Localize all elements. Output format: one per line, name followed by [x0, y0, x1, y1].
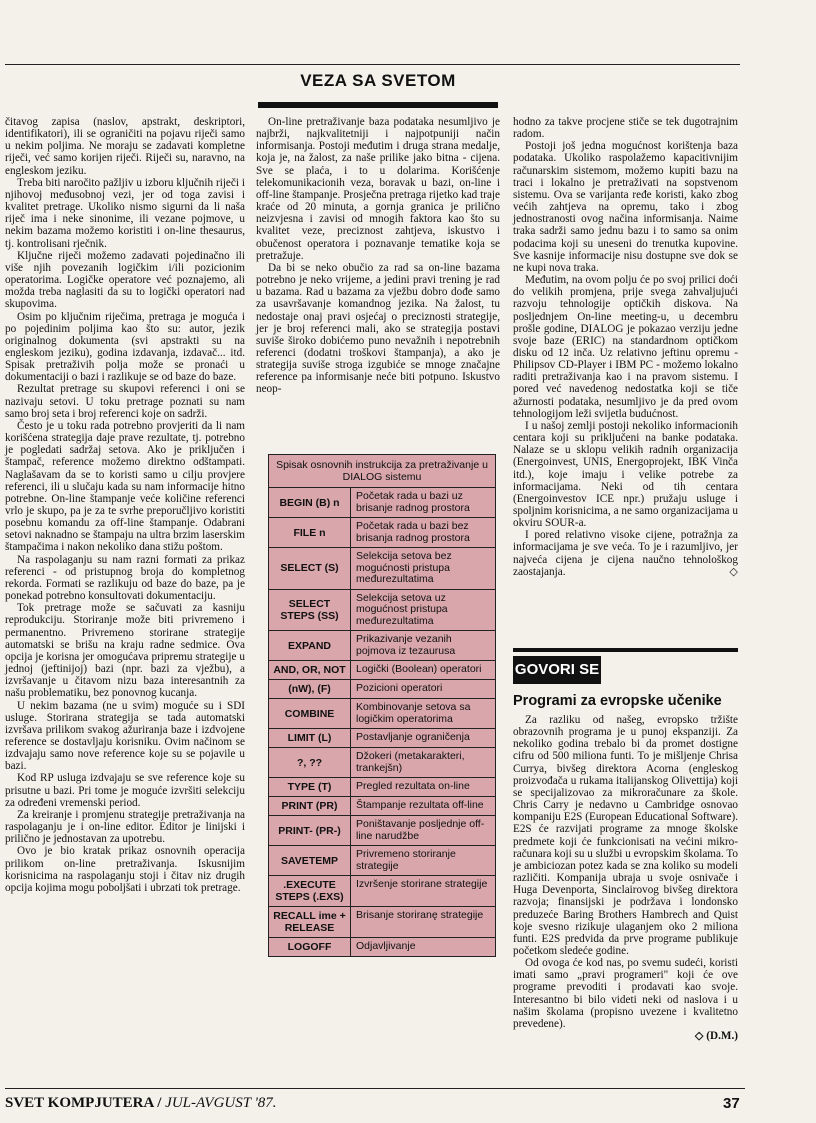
table-row	[269, 876, 495, 907]
column-2	[256, 116, 500, 396]
column-3	[513, 116, 738, 578]
description-cell: Selekcija setova uz mogućnost pristupa međurezultatima	[356, 591, 448, 627]
table-row	[269, 846, 495, 876]
signature: ◇ (D.M.)	[694, 1030, 738, 1043]
paragraph: Osim po ključnim riječima, pretraga je moguća i po pojedinim poljima kao što su: autor, jezik originalnog dokumenta (svi apstrakti su na engleskom jeziku), godina izdavanja, izdavač... itd. Spisak pretraživih polja može se pronaći u dokumentaciji o bazi i razlikuje se od baze do baze.	[5, 310, 245, 384]
column-1	[5, 116, 245, 894]
section-header	[258, 66, 498, 108]
description-cell: Privremeno storiranje strategije	[356, 848, 456, 872]
command-cell: PRINT- (PR-)	[269, 816, 351, 845]
description-cell: Prikazivanje vezanih pojmova iz tezaurusa	[356, 633, 456, 657]
paragraph: I u našoj zemlji postoji nekoliko informacionih centara koji su priključeni na banke podataka. Nalaze se u sklopu velikih radnih organizacija (Energoinvest, UNIS, Energoprojekt, IBK Vinča itd.), koje imaju i velike potrebe za informacijama. Neki od tih centara (Energoinvestov ICE npr.) pružaju usluge i spoljnim korisnicima, a ne samo organizacijama u okviru SOUR-a.	[513, 419, 738, 530]
description-cell: Pregled rezultata on-line	[356, 780, 470, 792]
table-row	[269, 729, 495, 748]
paragraph: Za kreiranje i promjenu strategije pretraživanja na raspolaganju je i on-line editor. Editor je linijski i prilično je jednostavan za upotrebu.	[5, 808, 245, 846]
magazine-name: SVET KOMPJUTERA /	[5, 1095, 162, 1111]
description-cell: Poništavanje posljednje off-line narudžbe	[356, 818, 485, 842]
command-cell: FILE n	[269, 518, 351, 547]
article-body	[513, 714, 738, 1042]
command-cell: TYPE (T)	[269, 778, 351, 796]
paragraph: Od ovoga će kod nas, po svemu sudeći, koristi imati samo „pravi programeri" koji će ove programe prevoditi i prodavati kao svoje. Interesantno bi bilo videti neki od naslova i u našim školama (propisno uvezene i kvalitetno prevedene).	[513, 957, 738, 1030]
description-cell: Pozicioni operatori	[356, 682, 443, 694]
end-mark: ◇	[729, 565, 738, 578]
table-row	[269, 907, 495, 938]
description-cell: Selekcija setova bez mogućnosti pristupa međurezultatima	[356, 550, 452, 585]
paragraph: hodno za takve procjene stiče se tek dugotrajnim radom.	[513, 116, 738, 141]
paragraph: Tok pretrage može se sačuvati za kasniju reprodukciju. Storiranje može biti privremeno i permanentno. Privremeno storirane strategije automatski se brišu na kraju radne sedmice. Ova opcija je korisna jer omogućava pripremu strategije u jednoj (jeftinijoj) bazi (npr. bazi za vježbu), a izvršavanje u čitavom nizu baza interesantnih za našu problematiku, bez ponovnog kucanja.	[5, 602, 245, 700]
paragraph: Da bi se neko obučio za rad sa on-line bazama potrebno je neko vrijeme, a jedini pravi trening je rad u bazama. Rad u bazama za vježbu dobro dođe samo za usavršavanje komandnog jezika. Na žalost, tu nedostaje onaj pravi osjećaj o preciznosti strategije, jer je broj referenci mali, ako se strategija postavi suviše široko dobićemo puno nevažnih i nepotrebnih referenci (dodatni troškovi štampanja), a ako je strategija suviše stroga izgubiće se mnoge značajne reference pa informisanje neće biti potpuno. Iskustvo neop-	[256, 261, 500, 396]
page-number: 37	[723, 1095, 740, 1112]
govori-se-label: GOVORI SE	[513, 656, 601, 684]
article-title: Programi za evropske učenike	[513, 693, 722, 709]
table-row	[269, 661, 495, 680]
command-cell: ?, ??	[269, 748, 351, 777]
table-body	[269, 488, 495, 956]
paragraph	[513, 529, 738, 578]
command-cell: EXPAND	[269, 631, 351, 660]
table-title: Spisak osnovnih instrukcija za pretraživanje u DIALOG sistemu	[269, 455, 495, 488]
paragraph: U nekim bazama (ne u svim) moguće su i SDI usluge. Storirana strategija se tada automatski izvršava prilikom svakog ažuriranja baze i izdvojene reference se dostavljaju korisniku. Ovim načinom se izdvajaju samo nove reference koje su se pojavile u bazi.	[5, 699, 245, 773]
paragraph: Rezultat pretrage su skupovi referenci i oni se nazivaju setovi. U toku pretrage poznati su nam samo broj seta i broj referenci koje on sadrži.	[5, 383, 245, 420]
table-row	[269, 778, 495, 797]
section-title: VEZA SA SVETOM	[300, 71, 456, 90]
table-row	[269, 816, 495, 846]
paragraph: On-line pretraživanje baza podataka nesumljivo je najbrži, najkvalitetniji i najpotpuniji način informisanja. Postoji međutim i druga strana medalje, koja je, na žalost, za naše prilike jako bitna - cijena. Sve se plaća, i to u dolarima. Korišćenje telekomunikacionih veza, boravak u bazi, on-line i off-line štampanje. Prosječna pretraga rijetko kad traje kraće od 20 minuta, a gornja granica je prilično neizvjesna i zavisi od mnogih faktora kao što su kvalitet veze, preciznost zahtjeva, iskustvo i obučenost operatora i poznavanje tematike koja se pretražuje.	[256, 116, 500, 262]
description-cell: Odjavljivanje	[356, 940, 416, 952]
description-cell: Brisanje storiranę strategije	[356, 909, 484, 921]
command-cell: PRINT (PR)	[269, 797, 351, 815]
table-row	[269, 518, 495, 548]
table-row	[269, 748, 495, 778]
description-cell: Postavljanje ograničenja	[356, 731, 470, 743]
paragraph: Ovo je bio kratak prikaz osnovnih operacija prilikom on-line pretraživanja. Iskusnijim korisnicima na raspolaganju stoji i čitav niz drugih opcija kojima mogu poboljšati i ubrzati tok pretrage.	[5, 845, 245, 894]
description-cell: Džokeri (metakarakteri, trankejšn)	[356, 750, 465, 774]
description-cell: Početak rada u bazi bez brisanja radnog prostora	[356, 520, 470, 544]
top-rule	[5, 64, 740, 65]
table-row	[269, 699, 495, 729]
footer-rule	[5, 1088, 745, 1089]
table-row	[269, 488, 495, 518]
description-cell: Izvršenje storirane strategije	[356, 878, 488, 890]
footer	[5, 1095, 277, 1112]
table-row	[269, 631, 495, 661]
command-cell: AND, OR, NOT	[269, 661, 351, 679]
description-cell: Početak rada u bazi uz brisanje radnog prostora	[356, 490, 470, 514]
command-cell: (nW), (F)	[269, 680, 351, 698]
paragraph: Ključne riječi možemo zadavati pojedinačno ili više njih povezanih logičkim i/ili pozicionim operatorima. Logičke operatore već poznajemo, ali možda treba naglasiti da su to logički operatori nad skupovima.	[5, 249, 245, 311]
command-cell: SELECT STEPS (SS)	[269, 590, 351, 631]
paragraph: Treba biti naročito pažljiv u izboru ključnih riječi i njihovoj međusobnoj vezi, jer od toga zavisi i kvalitet pretrage. Ukoliko nismo sigurni da li naša riječ ima i neke sinonime, ili vezane pojmove, u nekim bazama možemo koristiti i on-line thesaurus, tj. kontrolisani rječnik.	[5, 176, 245, 250]
paragraph: Kod RP usluga izdvajaju se sve reference koje su prisutne u bazi. Pri tome je moguće izvršiti selekciju za određeni vremenski period.	[5, 772, 245, 809]
paragraph: Često je u toku rada potrebno provjeriti da li nam korišćena strategija daje prave rezultate, tj. potrebno je pogledati sadržaj setova. Ako je priključen i štampač, reference možemo direktno odštampati. Naglašavam da se to koristi samo u cilju provjere referenci, ili u slučaju kada su nam informacije hitno potrebne. On-line štampanje veće količine referenci vrlo je skupo, pa je za te svrhe preporučljivo koristiti posebnu komandu za off-line štampanje. Odabrani setovi naknadno se štampaju na ultra brzim laserskim štampačima i nakon nekoliko dana stižu poštom.	[5, 419, 245, 554]
dialog-commands-table	[268, 454, 496, 957]
govori-se-banner	[513, 648, 738, 688]
paragraph: Međutim, na ovom polju će po svoj prilici doći do velikih promjena, prije svega zahvaljujući razvoju tehnologije optičkih diskova. Na posljednjem On-line meeting-u, u decembru prošle godine, DIALOG je pokazao verziju jedne svoje baze (ERIC) na standardnom optičkom disku od 12 inča. Uz relativno jeftinu opremu - Philipsov CD-Player i IBM PC - možemo lokalno raditi pretraživanja kao i na pravom sistemu. I pored već navedenog nedostatka koji se tiče ažurnosti podataka, nesumljivo je da pred ovom tehnologijom leži svijetla budućnost.	[513, 274, 738, 420]
command-cell: SELECT (S)	[269, 548, 351, 589]
command-cell: .EXECUTE STEPS (.EXS)	[269, 876, 351, 906]
command-cell: LIMIT (L)	[269, 729, 351, 747]
paragraph: Na raspolaganju su nam razni formati za prikaz referenci - od pristupnog broja do kompletnog rekorda. Formati se razlikuju od baze do baze, pa je ponekad potrebno konsultovati dokumentaciju.	[5, 553, 245, 603]
paragraph-text: I pored relativno visoke cijene, potražnja za informacijama je sve veća. To je i razumljivo, jer najveća cijena je cijena naučno tehnološkog zaostajanja.	[513, 529, 738, 578]
table-row	[269, 590, 495, 632]
paragraph: čitavog zapisa (naslov, apstrakt, deskriptori, identifikatori), ili se ograničiti na pojavu riječi samo u nekim poljima. Ne moraju se zadavati kompletne riječi, već samo korijen riječi. Riječi su, naravno, na engleskom jeziku.	[5, 116, 245, 177]
command-cell: RECALL ime + RELEASE	[269, 907, 351, 937]
table-row	[269, 938, 495, 956]
paragraph: Za razliku od našeg, evropsko tržište obrazovnih programa je u punoj ekspanziji. Za nekoliko godina trebalo bi da promet dostigne cifru od 500 miliona funti. To je mišljenje Chrisa Currya, bivšeg direktora Acorna (engleskog proizvođača u rukama italijanskog Olivettija) koji se specijalizovao za mikroračunare za škole. Chris Carry je nedavno u Cambridge osnovao kompaniju E2S (European Educational Software). E2S će razvijati programe za mnoge školske predmete koji će funkcionisati na većini mikro-računara koji su u službi u evropskim školama. To je ambiciozan potez kada se zna koliko su modeli različiti. Kompanija ubraja u svoje osnivače i Huga Devenporta, Sinclairovog bivšeg direktora razvoja; finansijski je podržava i londonsko preduzeće Baring Brothers Hambrech and Quist koje svesno rizikuje ulaganjem oko 2 miliona funti. E2S predvida da prve programe publikuje početkom sledeće godine.	[513, 714, 738, 957]
description-cell: Logički (Boolean) operatori	[356, 663, 482, 675]
table-row	[269, 548, 495, 590]
description-cell: Štampanje rezultata off-line	[356, 799, 484, 811]
table-row	[269, 680, 495, 699]
command-cell: LOGOFF	[269, 938, 351, 956]
description-cell: Kombinovanje setova sa logičkim operatorima	[356, 701, 471, 725]
paragraph: Postoji još jedna mogućnost korištenja baza podataka. Ukoliko raspolažemo kapacitivnijim računarskim sistemom, možemo kupiti bazu na traci i lokalno je pretraživati na sopstvenom sistemu. Ova se varijanta rеđe koristi, kako zbog većih zahtjeva na opremu, tako i zbog jednostranosti ovog načina informisanja. Naime traka sadrži samo jednu bazu i to samo sa onim podacima koji su uneseni do trenutka kupovine. Sve kasnije informacije nisu dostupne sve dok se ne kupi nova traka.	[513, 140, 738, 274]
table-row	[269, 797, 495, 816]
command-cell: SAVETEMP	[269, 846, 351, 875]
command-cell: BEGIN (B) n	[269, 488, 351, 517]
issue-date: JUL-AVGUST '87.	[165, 1095, 277, 1111]
command-cell: COMBINE	[269, 699, 351, 728]
